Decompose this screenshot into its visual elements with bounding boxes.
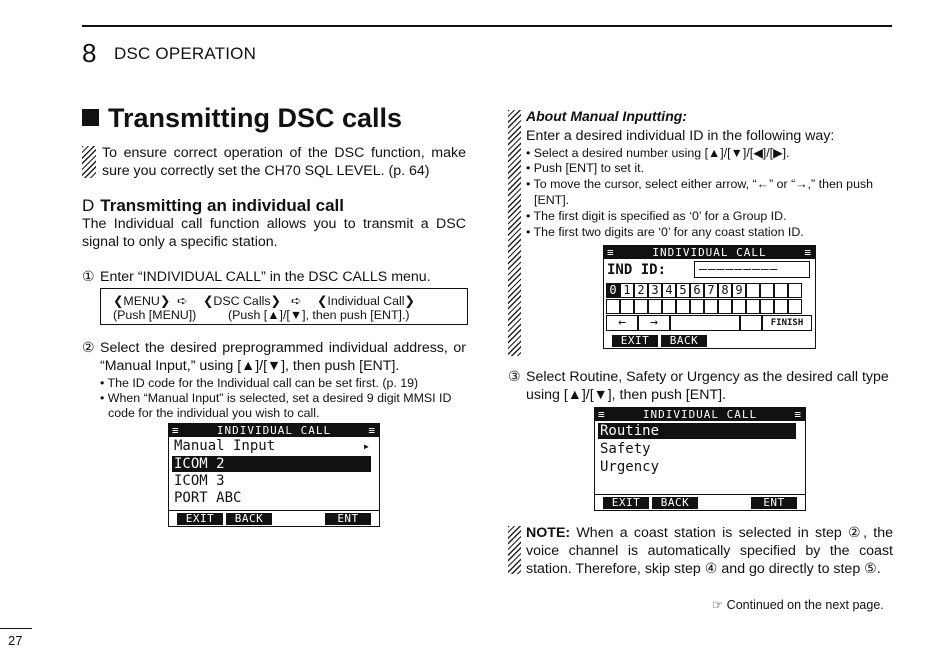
manual-bullet-1: • Select a desired number using [▲]/[▼]/[◀]/[▶]. <box>526 146 790 160</box>
empty-key <box>788 283 802 298</box>
note-label: NOTE: <box>526 525 571 541</box>
manual-bullet-3-cont: [ENT]. <box>534 193 570 207</box>
cmd-push-menu: (Push [MENU]) <box>113 308 197 322</box>
note-hatch-icon <box>508 526 521 574</box>
step-3-number: ③ <box>508 369 521 385</box>
menu-icon: ≡ <box>172 424 180 437</box>
empty-key <box>662 299 676 314</box>
step-2-text: Select the desired preprogrammed individual address, or “Manual Input,” using [▲]/[▼], then push [ENT]. <box>100 340 466 374</box>
step-3-text: Select Routine, Safety or Urgency as the desired call type using [▲]/[▼], then push [ENT]. <box>526 369 889 403</box>
empty-key <box>606 299 620 314</box>
lcd-row-icom-2: ICOM 2 <box>172 456 371 472</box>
lcd-title: INDIVIDUAL CALL <box>642 408 758 421</box>
right-arrow-icon: ▸ <box>362 439 370 453</box>
softkey-ent: ENT <box>325 513 371 525</box>
step-2-bullet-2: • When “Manual Input” is selected, set a desired 9 digit MMSI ID <box>100 391 452 405</box>
empty-key <box>740 315 762 331</box>
digit-key[interactable]: 4 <box>662 283 676 298</box>
lcd-title: INDIVIDUAL CALL <box>652 246 767 259</box>
empty-key <box>690 299 704 314</box>
empty-key <box>760 299 774 314</box>
intro-note: To ensure correct operation of the DSC function, make sure you correctly set the CH70 SQL LEVEL. (p. 64) <box>102 145 466 179</box>
empty-key <box>788 299 802 314</box>
empty-key <box>676 299 690 314</box>
empty-key <box>648 299 662 314</box>
lcd-header <box>169 424 379 437</box>
diamond-marker-icon: D <box>82 196 95 215</box>
softkey-exit: EXIT <box>603 497 649 509</box>
empty-key <box>670 315 740 331</box>
cmd-arrow-icon: ➪ <box>291 294 302 308</box>
subsection-heading <box>82 196 344 216</box>
softkey-back: BACK <box>652 497 698 509</box>
section-title-text: Transmitting DSC calls <box>108 103 403 133</box>
subsection-description: The Individual call function allows you to transmit a DSC signal to only a specific station. <box>82 216 466 250</box>
lcd-divider <box>595 494 805 495</box>
softkey-ent: ENT <box>751 497 797 509</box>
lcd-row-icom-3: ICOM 3 <box>174 473 225 489</box>
chapter-number: 8 <box>82 38 97 68</box>
manual-bullet-5: • The first two digits are ‘0’ for any coast station ID. <box>526 225 804 239</box>
lcd-row-manual-input <box>172 438 374 454</box>
step-2-bullet-2-cont: code for the individual you wish to call. <box>108 406 320 420</box>
lcd-row-port-abc: PORT ABC <box>174 490 242 506</box>
lcd-row-urgency: Urgency <box>600 459 660 475</box>
digit-key[interactable]: 5 <box>676 283 690 298</box>
empty-key <box>760 283 774 298</box>
lcd-header <box>604 246 815 259</box>
left-arrow-key[interactable]: ← <box>606 315 638 331</box>
lcd-divider <box>169 510 379 511</box>
manual-title: About Manual Inputting: <box>526 108 687 124</box>
finish-key[interactable]: FINISH <box>762 315 812 331</box>
empty-key <box>774 299 788 314</box>
page-number: 27 <box>8 633 23 648</box>
lcd-row-safety: Safety <box>600 441 651 457</box>
note-block <box>526 524 893 578</box>
note-hatch-icon <box>82 146 96 178</box>
chapter-title: DSC OPERATION <box>114 44 257 63</box>
digit-key[interactable]: 2 <box>634 283 648 298</box>
digit-key[interactable]: 1 <box>620 283 634 298</box>
empty-key <box>620 299 634 314</box>
note-text: When a coast station is selected in step ②, the voice channel is automatically specified by the coast station. Therefore, skip step ④ and go directly to step ⑤. <box>526 525 893 577</box>
lcd-individual-call-list <box>168 423 380 527</box>
right-arrow-key[interactable]: → <box>638 315 670 331</box>
manual-bullet-4: • The first digit is specified as ‘0’ for a Group ID. <box>526 209 787 223</box>
empty-key <box>704 299 718 314</box>
cmd-individual-call: ❮Individual Call❯ <box>317 294 415 308</box>
step-2-number: ② <box>82 340 95 356</box>
subsection-title: Transmitting an individual call <box>100 196 344 215</box>
softkey-back: BACK <box>661 335 707 347</box>
ind-id-input[interactable]: ––––––––– <box>694 261 810 278</box>
menu-icon: ≡ <box>804 246 812 259</box>
menu-icon: ≡ <box>794 408 802 421</box>
lcd-row-label: Manual Input <box>174 438 276 454</box>
cmd-menu: ❮MENU❯ <box>113 294 171 308</box>
command-box <box>100 288 468 325</box>
step-1-text: Enter “INDIVIDUAL CALL” in the DSC CALLS menu. <box>100 269 431 285</box>
menu-icon: ≡ <box>598 408 606 421</box>
digit-key[interactable]: 7 <box>704 283 718 298</box>
empty-key <box>732 299 746 314</box>
step-2-bullet-1: • The ID code for the Individual call can be set first. (p. 19) <box>100 376 419 390</box>
softkey-exit: EXIT <box>612 335 658 347</box>
lcd-header <box>595 408 805 421</box>
empty-key <box>746 299 760 314</box>
manual-lead: Enter a desired individual ID in the following way: <box>526 128 835 144</box>
digit-key[interactable]: 9 <box>732 283 746 298</box>
lcd-manual-input <box>603 245 816 349</box>
manual-bullet-2: • Push [ENT] to set it. <box>526 161 644 175</box>
lcd-title: INDIVIDUAL CALL <box>216 424 332 437</box>
square-bullet-icon <box>82 109 99 126</box>
digit-key[interactable]: 3 <box>648 283 662 298</box>
cmd-dsc-calls: ❮DSC Calls❯ <box>203 294 281 308</box>
step-1-number: ① <box>82 269 95 285</box>
digit-key[interactable]: 6 <box>690 283 704 298</box>
empty-key <box>746 283 760 298</box>
continued-text: ☞ Continued on the next page. <box>712 598 884 612</box>
cmd-arrow-icon: ➪ <box>177 294 188 308</box>
empty-key <box>774 283 788 298</box>
manual-bullet-3: • To move the cursor, select either arrow, “←” or “→,” then push <box>526 177 874 191</box>
cmd-push-updown: (Push [▲]/[▼], then push [ENT].) <box>228 308 410 322</box>
softkey-back: BACK <box>226 513 272 525</box>
section-title <box>82 103 402 134</box>
menu-icon: ≡ <box>368 424 376 437</box>
ind-id-label: IND ID: <box>607 262 667 278</box>
note-hatch-icon <box>508 110 521 356</box>
lcd-row-routine: Routine <box>598 423 796 439</box>
empty-key <box>634 299 648 314</box>
digit-key[interactable]: 8 <box>718 283 732 298</box>
softkey-exit: EXIT <box>177 513 223 525</box>
lcd-call-type <box>594 407 806 511</box>
menu-icon: ≡ <box>607 246 615 259</box>
header-rule <box>82 25 892 27</box>
digit-key[interactable]: 0 <box>606 283 620 298</box>
empty-key <box>718 299 732 314</box>
footer-rule <box>0 628 32 629</box>
